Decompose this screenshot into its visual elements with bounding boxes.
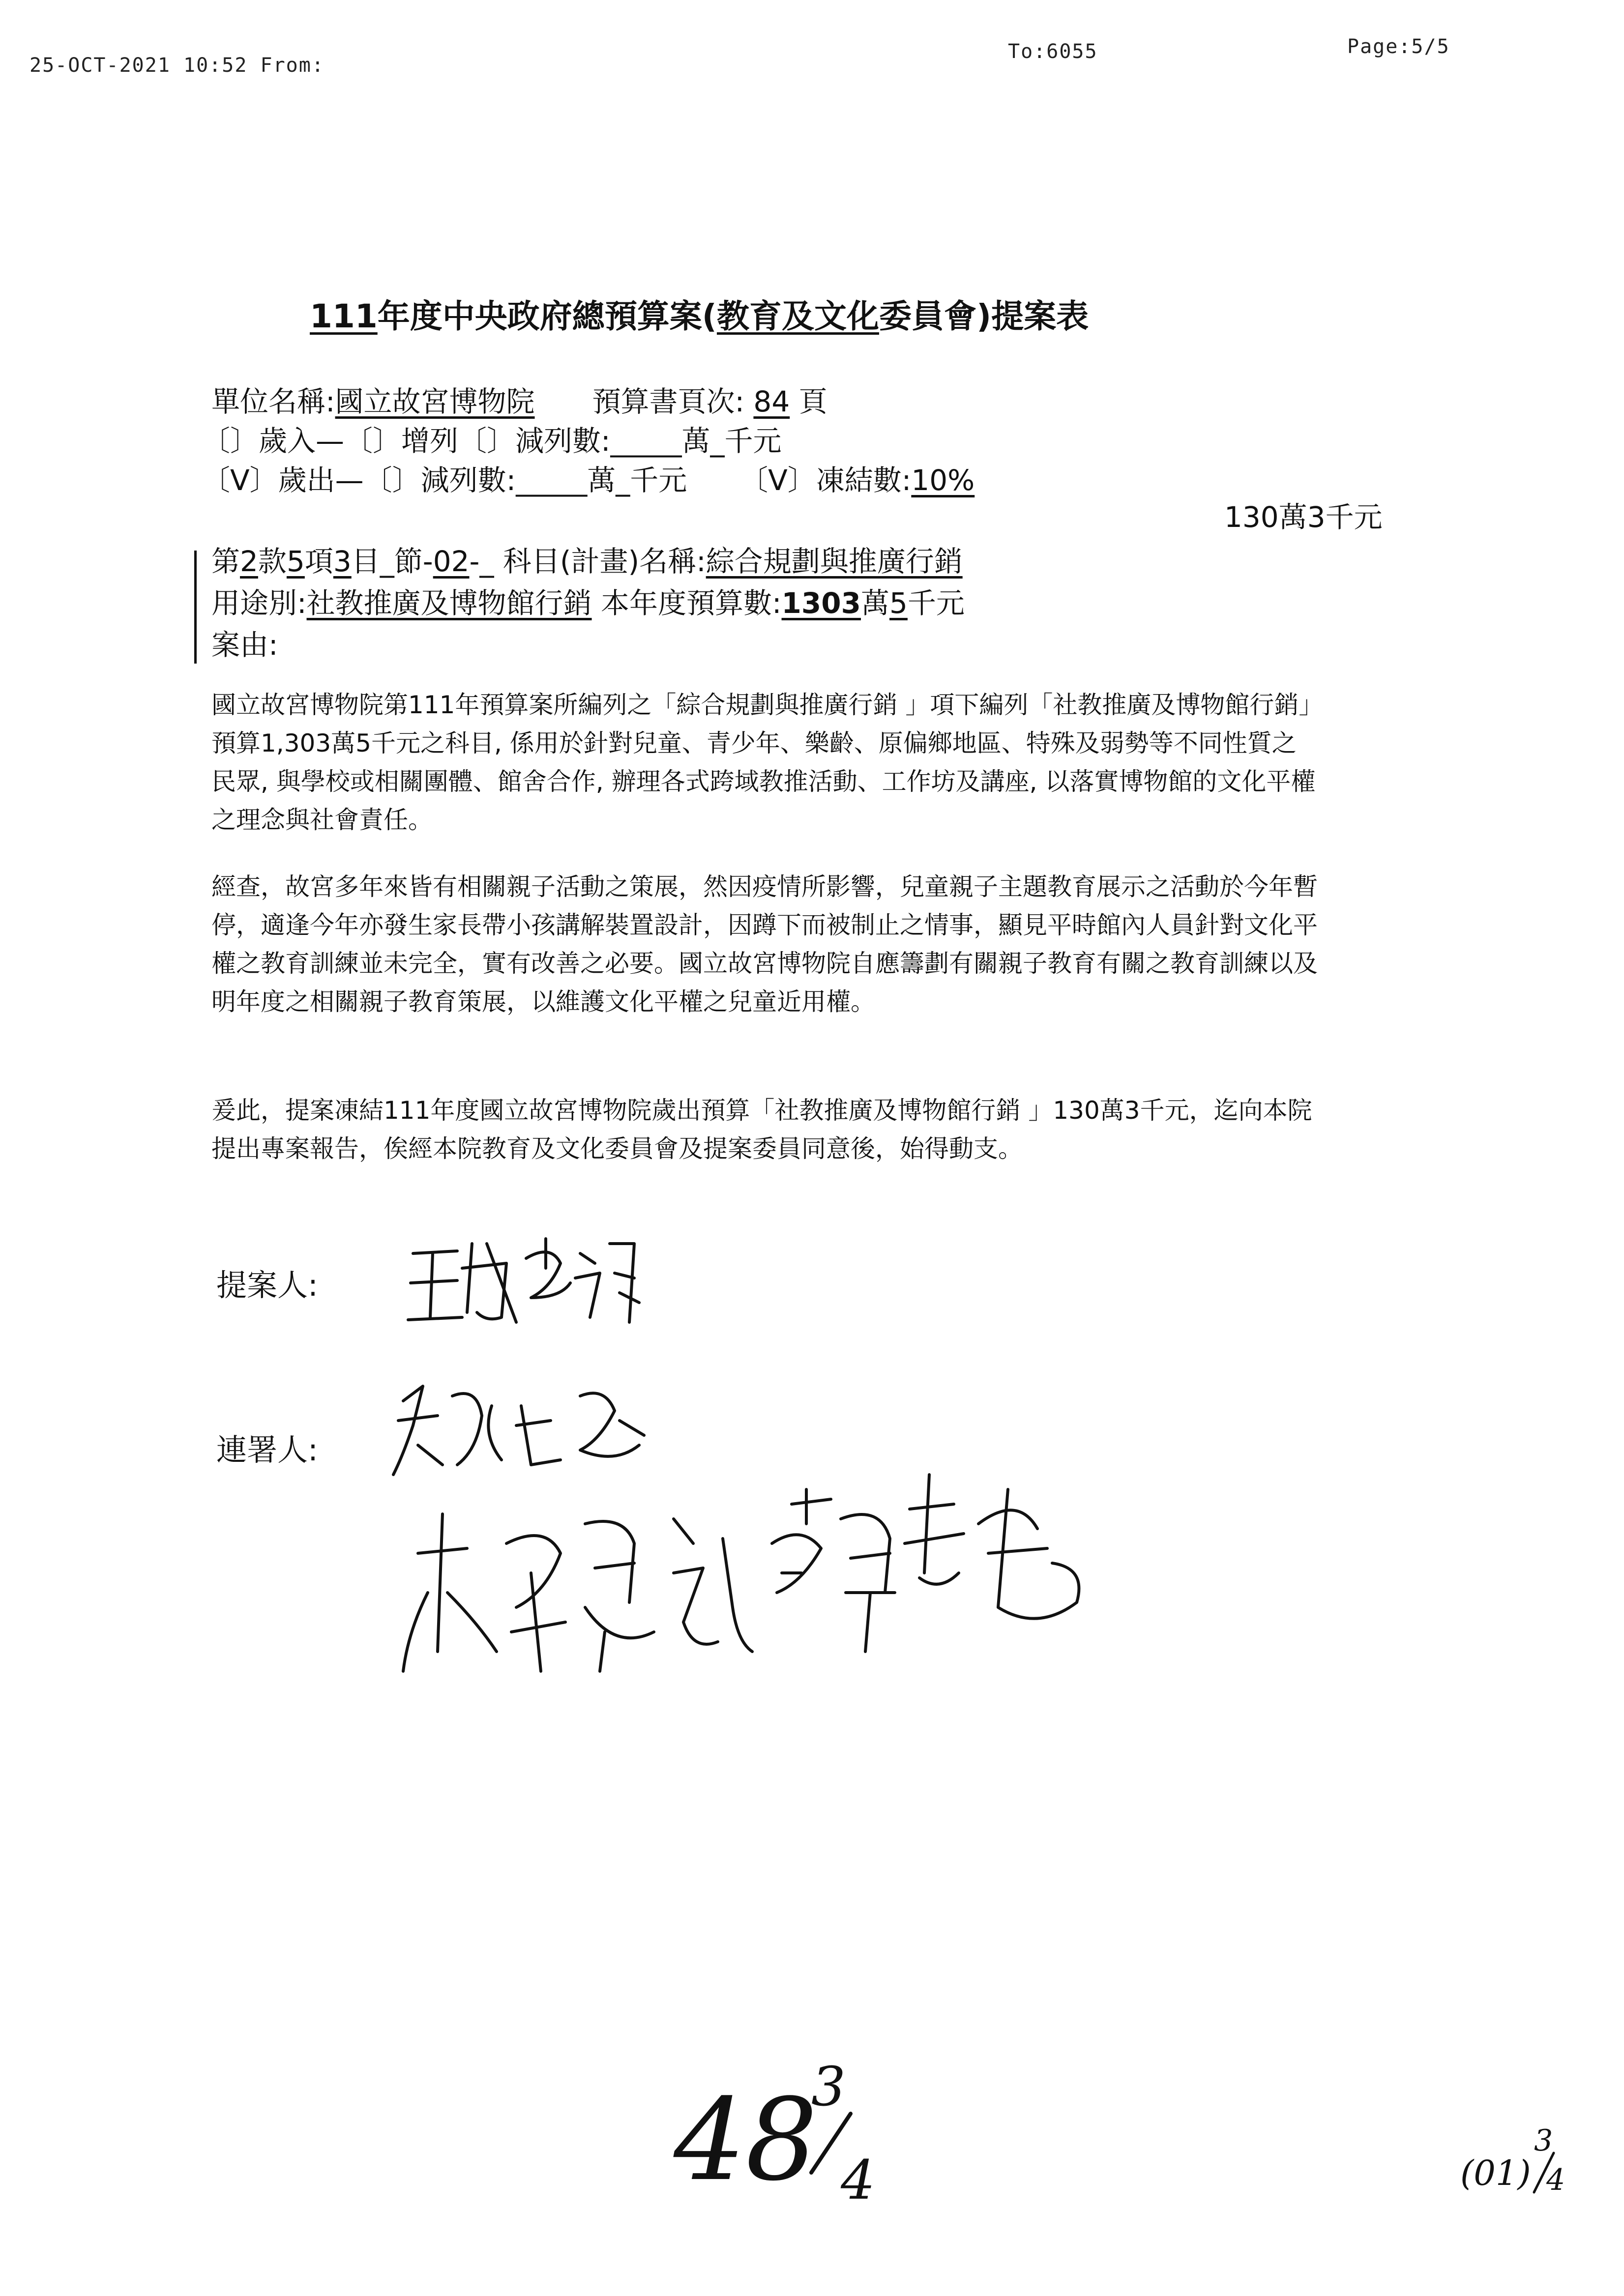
use-name: 社教推廣及博物館行銷 xyxy=(306,586,592,620)
revenue-line xyxy=(202,418,782,459)
account-di: 第 xyxy=(211,545,240,578)
account-bracket xyxy=(194,551,197,664)
fax-page: Page:5/5 xyxy=(1347,35,1450,58)
fax-datetime: 25-OCT-2021 10:52 xyxy=(30,54,248,77)
budget-wan: 1303 xyxy=(781,586,861,620)
budget-qian-unit: 千元 xyxy=(907,586,965,620)
proposer-label: 提案人: xyxy=(216,1267,318,1303)
page-title xyxy=(310,290,1089,337)
handwritten-fraction-bottom: 4 xyxy=(841,2149,875,2211)
unit-name: 國立故宮博物院 xyxy=(335,385,535,418)
body-paragraph-3: 爰此，提案凍結111年度國立故宮博物院歲出預算「社教推廣及博物館行銷 」130萬3千元，迄向本院提出專案報告，俟經本院教育及文化委員會及提案委員同意後，始得動支。 xyxy=(211,1096,1312,1163)
account-plan-name: 綜合規劃與推廣行銷 xyxy=(706,545,963,578)
freeze-label: 〔V〕凍結數: xyxy=(739,464,912,497)
expense-text: 〔V〕歲出—〔〕減列數: xyxy=(202,464,516,497)
body-paragraph-1: 國立故宮博物院第111年預算案所編列之「綜合規劃與推廣行銷 」項下編列「社教推廣及博物館行銷」預算1,303萬5千元之科目, 係用於針對兒童、青少年、樂齡、原偏鄉地區、特殊及弱勢等不同性質之民眾, 與學校或相關團體、館舍合作, 辦理各式跨域教推活動、工作坊及講座, 以落實博物館的文化平權之理念與社會責任。 xyxy=(211,691,1316,834)
account-xiang-label: 項 xyxy=(304,545,333,578)
revenue-unit: 萬_千元 xyxy=(681,424,782,458)
corner-fraction-top: 3 xyxy=(1534,2123,1553,2158)
cosigner-label: 連署人: xyxy=(216,1432,318,1468)
use-label: 用途別: xyxy=(211,586,307,620)
account-mu-label: 目_節- xyxy=(351,545,433,578)
corner-fraction-slash xyxy=(1529,2151,1559,2195)
handwritten-fraction-top: 3 xyxy=(811,2055,846,2118)
account-plan-label: -_ 科目(計畫)名稱: xyxy=(469,545,706,578)
budget-wan-unit: 萬 xyxy=(860,586,889,620)
title-part2: 委員會)提案表 xyxy=(879,297,1089,335)
account-jie: 02 xyxy=(433,545,470,578)
title-year: 111 xyxy=(310,297,378,335)
fax-from-label: From: xyxy=(260,54,325,77)
fax-header-left xyxy=(30,54,325,77)
expense-blank: _____ xyxy=(516,464,588,497)
page-ref-label: 預算書頁次: xyxy=(592,385,744,418)
budget-qian: 5 xyxy=(889,586,908,620)
unit-label: 單位名稱: xyxy=(211,385,335,418)
account-kuan: 2 xyxy=(240,545,258,578)
handwritten-page-number: 48 xyxy=(674,2075,818,2206)
account-xiang: 5 xyxy=(286,545,305,578)
freeze-amount: 130萬3千元 xyxy=(1224,500,1383,534)
account-kuan-label: 款 xyxy=(258,545,287,578)
corner-note: (01) xyxy=(1460,2153,1531,2193)
account-mu: 3 xyxy=(333,545,352,578)
page-ref-value: 84 xyxy=(753,385,790,418)
expense-line xyxy=(202,457,974,498)
revenue-text: 〔〕歲入—〔〕增列〔〕減列數: xyxy=(202,424,611,458)
title-part1: 年度中央政府總預算案( xyxy=(377,297,717,335)
proposer-signature xyxy=(403,1224,659,1337)
budget-label: 本年度預算數: xyxy=(591,586,782,620)
freeze-value: 10% xyxy=(911,464,975,497)
cosigner-signature-2 xyxy=(398,1445,1111,1701)
account-line-2 xyxy=(211,580,965,621)
fax-to: To:6055 xyxy=(1008,40,1098,63)
page-ref-suffix: 頁 xyxy=(798,385,827,418)
title-committee: 教育及文化 xyxy=(716,297,879,335)
reason-label: 案由: xyxy=(211,628,278,662)
unit-line xyxy=(211,378,827,420)
account-line-1 xyxy=(211,538,963,580)
expense-unit: 萬_千元 xyxy=(587,464,687,497)
body-paragraph-2: 經查，故宮多年來皆有相關親子活動之策展，然因疫情所影響，兒童親子主題教育展示之活動於今年暫停，適逢今年亦發生家長帶小孩講解裝置設計，因蹲下而被制止之情事，顯見平時館內人員針對文化平權之教育訓練並未完全，實有改善之必要。國立故宮博物院自應籌劃有關親子教育有關之教育訓練以及明年度之相關親子教育策展，以維護文化平權之兒童近用權。 xyxy=(211,872,1318,1016)
revenue-blank: _____ xyxy=(610,424,682,458)
corner-fraction-bottom: 4 xyxy=(1546,2163,1565,2197)
